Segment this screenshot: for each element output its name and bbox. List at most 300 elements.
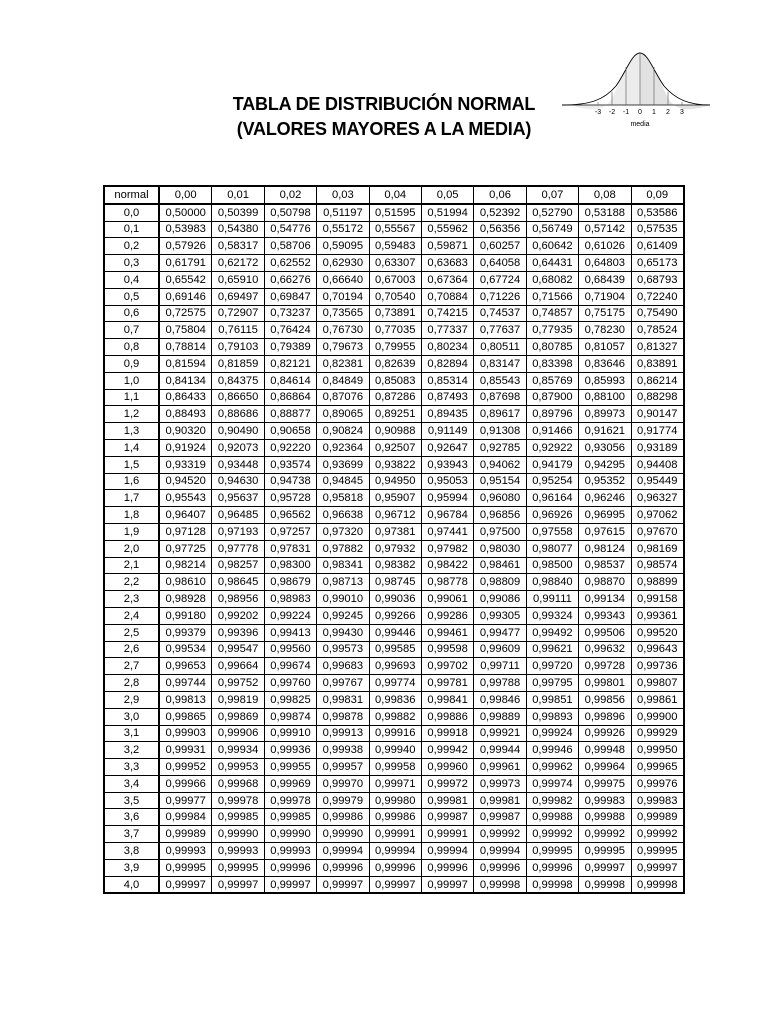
row-header-z: 3,1 <box>104 725 159 742</box>
table-cell: 0,66640 <box>317 271 369 288</box>
table-cell: 0,90490 <box>212 423 264 440</box>
table-row <box>104 876 684 893</box>
table-cell: 0,90988 <box>369 423 421 440</box>
table-cell: 0,99953 <box>212 759 264 776</box>
row-header-z: 0,8 <box>104 339 159 356</box>
row-header-z: 0,3 <box>104 255 159 272</box>
table-cell: 0,53586 <box>631 204 684 221</box>
table-cell: 0,87076 <box>317 389 369 406</box>
table-cell: 0,99492 <box>526 624 578 641</box>
table-cell: 0,97615 <box>579 523 631 540</box>
table-cell: 0,95637 <box>212 490 264 507</box>
table-cell: 0,99520 <box>631 624 684 641</box>
table-cell: 0,76730 <box>317 322 369 339</box>
table-cell: 0,99767 <box>317 675 369 692</box>
table-cell: 0,51595 <box>369 204 421 221</box>
table-cell: 0,99996 <box>317 859 369 876</box>
row-header-z: 1,4 <box>104 439 159 456</box>
table-cell: 0,92922 <box>526 439 578 456</box>
table-cell: 0,99180 <box>159 607 212 624</box>
row-header-z: 1,6 <box>104 473 159 490</box>
table-cell: 0,99989 <box>631 809 684 826</box>
table-cell: 0,99952 <box>159 759 212 776</box>
table-cell: 0,98257 <box>212 557 264 574</box>
table-cell: 0,51994 <box>421 204 473 221</box>
table-cell: 0,87493 <box>421 389 473 406</box>
table-row <box>104 725 684 742</box>
table-cell: 0,98870 <box>579 574 631 591</box>
table-cell: 0,85543 <box>474 372 526 389</box>
table-cell: 0,54380 <box>212 221 264 238</box>
table-cell: 0,81327 <box>631 339 684 356</box>
table-cell: 0,86433 <box>159 389 212 406</box>
table-cell: 0,97725 <box>159 540 212 557</box>
table-cell: 0,95449 <box>631 473 684 490</box>
table-cell: 0,96926 <box>526 507 578 524</box>
table-cell: 0,71566 <box>526 288 578 305</box>
table-cell: 0,88493 <box>159 406 212 423</box>
sd-lines <box>598 53 682 105</box>
table-cell: 0,99585 <box>369 641 421 658</box>
column-header: 0,07 <box>526 186 578 204</box>
table-cell: 0,99976 <box>631 775 684 792</box>
table-cell: 0,95907 <box>369 490 421 507</box>
table-cell: 0,57926 <box>159 238 212 255</box>
row-header-z: 1,9 <box>104 523 159 540</box>
table-cell: 0,86650 <box>212 389 264 406</box>
table-cell: 0,99964 <box>579 759 631 776</box>
table-cell: 0,99971 <box>369 775 421 792</box>
table-cell: 0,50000 <box>159 204 212 221</box>
row-header-z: 3,8 <box>104 843 159 860</box>
table-cell: 0,99994 <box>474 843 526 860</box>
table-cell: 0,92073 <box>212 439 264 456</box>
table-cell: 0,94295 <box>579 456 631 473</box>
table-cell: 0,93943 <box>421 456 473 473</box>
table-cell: 0,53983 <box>159 221 212 238</box>
table-cell: 0,99931 <box>159 742 212 759</box>
table-cell: 0,99950 <box>631 742 684 759</box>
table-cell: 0,99836 <box>369 691 421 708</box>
table-cell: 0,99960 <box>421 759 473 776</box>
table-cell: 0,93448 <box>212 456 264 473</box>
table-cell: 0,99996 <box>369 859 421 876</box>
table-cell: 0,98645 <box>212 574 264 591</box>
table-cell: 0,99086 <box>474 591 526 608</box>
page-title <box>200 92 568 142</box>
table-cell: 0,99343 <box>579 607 631 624</box>
table-cell: 0,99921 <box>474 725 526 742</box>
row-header-z: 4,0 <box>104 876 159 893</box>
table-cell: 0,79103 <box>212 339 264 356</box>
table-cell: 0,99997 <box>212 876 264 893</box>
table-body <box>104 204 684 894</box>
table-cell: 0,64431 <box>526 255 578 272</box>
table-cell: 0,71904 <box>579 288 631 305</box>
table-cell: 0,87286 <box>369 389 421 406</box>
table-cell: 0,99986 <box>369 809 421 826</box>
table-cell: 0,91149 <box>421 423 473 440</box>
table-cell: 0,99893 <box>526 708 578 725</box>
table-cell: 0,99869 <box>212 708 264 725</box>
table-cell: 0,99992 <box>474 826 526 843</box>
table-cell: 0,99981 <box>474 792 526 809</box>
table-cell: 0,93319 <box>159 456 212 473</box>
table-cell: 0,63307 <box>369 255 421 272</box>
table-cell: 0,99702 <box>421 658 473 675</box>
axis-tick-label: -3 <box>594 109 602 116</box>
table-cell: 0,99995 <box>579 843 631 860</box>
table-cell: 0,81057 <box>579 339 631 356</box>
table-cell: 0,99801 <box>579 675 631 692</box>
table-cell: 0,99958 <box>369 759 421 776</box>
table-cell: 0,98500 <box>526 557 578 574</box>
table-cell: 0,68439 <box>579 271 631 288</box>
table-cell: 0,94520 <box>159 473 212 490</box>
table-cell: 0,98030 <box>474 540 526 557</box>
table-cell: 0,98778 <box>421 574 473 591</box>
table-cell: 0,75175 <box>579 305 631 322</box>
table-row <box>104 288 684 305</box>
table-cell: 0,96784 <box>421 507 473 524</box>
table-cell: 0,98574 <box>631 557 684 574</box>
table-cell: 0,83398 <box>526 355 578 372</box>
table-cell: 0,99846 <box>474 691 526 708</box>
table-cell: 0,95154 <box>474 473 526 490</box>
table-cell: 0,65910 <box>212 271 264 288</box>
table-row <box>104 423 684 440</box>
table-cell: 0,96407 <box>159 507 212 524</box>
table-cell: 0,99977 <box>159 792 212 809</box>
table-cell: 0,99010 <box>317 591 369 608</box>
table-row <box>104 691 684 708</box>
row-header-z: 0,6 <box>104 305 159 322</box>
table-cell: 0,98809 <box>474 574 526 591</box>
table-cell: 0,50798 <box>264 204 316 221</box>
row-header-z: 3,4 <box>104 775 159 792</box>
table-cell: 0,99906 <box>212 725 264 742</box>
table-cell: 0,99653 <box>159 658 212 675</box>
table-cell: 0,67003 <box>369 271 421 288</box>
table-cell: 0,96485 <box>212 507 264 524</box>
table-cell: 0,62552 <box>264 255 316 272</box>
table-cell: 0,99913 <box>317 725 369 742</box>
row-header-z: 0,9 <box>104 355 159 372</box>
table-cell: 0,98983 <box>264 591 316 608</box>
table-cell: 0,99980 <box>369 792 421 809</box>
table-cell: 0,73237 <box>264 305 316 322</box>
table-row <box>104 742 684 759</box>
table-cell: 0,99621 <box>526 641 578 658</box>
table-row <box>104 490 684 507</box>
table-cell: 0,92507 <box>369 439 421 456</box>
table-cell: 0,99598 <box>421 641 473 658</box>
table-cell: 0,99305 <box>474 607 526 624</box>
table-cell: 0,99430 <box>317 624 369 641</box>
table-row <box>104 759 684 776</box>
table-row <box>104 339 684 356</box>
table-cell: 0,96638 <box>317 507 369 524</box>
table-cell: 0,97932 <box>369 540 421 557</box>
table-row <box>104 271 684 288</box>
table-cell: 0,90824 <box>317 423 369 440</box>
table-cell: 0,52790 <box>526 204 578 221</box>
table-cell: 0,99997 <box>317 876 369 893</box>
table-cell: 0,81859 <box>212 355 264 372</box>
table-cell: 0,99987 <box>421 809 473 826</box>
table-cell: 0,99991 <box>369 826 421 843</box>
row-header-z: 1,5 <box>104 456 159 473</box>
table-row <box>104 658 684 675</box>
table-row <box>104 826 684 843</box>
table-cell: 0,99632 <box>579 641 631 658</box>
table-row <box>104 255 684 272</box>
table-cell: 0,69847 <box>264 288 316 305</box>
column-header: 0,03 <box>317 186 369 204</box>
table-cell: 0,99795 <box>526 675 578 692</box>
table-cell: 0,99774 <box>369 675 421 692</box>
table-cell: 0,60257 <box>474 238 526 255</box>
table-cell: 0,96327 <box>631 490 684 507</box>
axis-tick-label: 3 <box>680 109 684 116</box>
table-cell: 0,80511 <box>474 339 526 356</box>
column-header: 0,04 <box>369 186 421 204</box>
table-cell: 0,99760 <box>264 675 316 692</box>
table-cell: 0,79673 <box>317 339 369 356</box>
axis-ticks <box>595 109 684 116</box>
row-header-z: 2,3 <box>104 591 159 608</box>
table-cell: 0,99903 <box>159 725 212 742</box>
table-cell: 0,99965 <box>631 759 684 776</box>
table-cell: 0,99992 <box>579 826 631 843</box>
table-cell: 0,73891 <box>369 305 421 322</box>
table-cell: 0,99461 <box>421 624 473 641</box>
table-cell: 0,99982 <box>526 792 578 809</box>
table-cell: 0,58706 <box>264 238 316 255</box>
table-cell: 0,99995 <box>631 843 684 860</box>
table-cell: 0,99973 <box>474 775 526 792</box>
table-cell: 0,55172 <box>317 221 369 238</box>
table-cell: 0,98422 <box>421 557 473 574</box>
title-line-2: (VALORES MAYORES A LA MEDIA) <box>236 119 532 139</box>
table-cell: 0,73565 <box>317 305 369 322</box>
table-cell: 0,86214 <box>631 372 684 389</box>
table-cell: 0,99929 <box>631 725 684 742</box>
table-cell: 0,86864 <box>264 389 316 406</box>
table-cell: 0,99693 <box>369 658 421 675</box>
table-cell: 0,55567 <box>369 221 421 238</box>
table-cell: 0,57142 <box>579 221 631 238</box>
table-cell: 0,99918 <box>421 725 473 742</box>
table-cell: 0,99989 <box>159 826 212 843</box>
table-cell: 0,99851 <box>526 691 578 708</box>
table-cell: 0,99992 <box>631 826 684 843</box>
table-cell: 0,99957 <box>317 759 369 776</box>
row-header-z: 3,2 <box>104 742 159 759</box>
table-cell: 0,97778 <box>212 540 264 557</box>
table-cell: 0,99266 <box>369 607 421 624</box>
table-cell: 0,99948 <box>579 742 631 759</box>
table-cell: 0,99874 <box>264 708 316 725</box>
table-cell: 0,99970 <box>317 775 369 792</box>
table-cell: 0,99938 <box>317 742 369 759</box>
table-row <box>104 775 684 792</box>
table-row <box>104 372 684 389</box>
row-header-z: 1,8 <box>104 507 159 524</box>
table-cell: 0,92364 <box>317 439 369 456</box>
table-cell: 0,85314 <box>421 372 473 389</box>
table-cell: 0,97441 <box>421 523 473 540</box>
row-header-z: 0,2 <box>104 238 159 255</box>
table-cell: 0,82639 <box>369 355 421 372</box>
table-header-row <box>104 186 684 204</box>
table-cell: 0,91466 <box>526 423 578 440</box>
table-cell: 0,89435 <box>421 406 473 423</box>
table-cell: 0,97193 <box>212 523 264 540</box>
row-header-z: 3,9 <box>104 859 159 876</box>
table-row <box>104 675 684 692</box>
table-row <box>104 406 684 423</box>
table-cell: 0,95352 <box>579 473 631 490</box>
table-cell: 0,99446 <box>369 624 421 641</box>
table-cell: 0,89973 <box>579 406 631 423</box>
table-cell: 0,99946 <box>526 742 578 759</box>
table-row <box>104 591 684 608</box>
table-cell: 0,78524 <box>631 322 684 339</box>
table-cell: 0,99968 <box>212 775 264 792</box>
table-cell: 0,64803 <box>579 255 631 272</box>
table-cell: 0,98899 <box>631 574 684 591</box>
table-cell: 0,97831 <box>264 540 316 557</box>
table-cell: 0,99882 <box>369 708 421 725</box>
table-cell: 0,99934 <box>212 742 264 759</box>
column-header: 0,09 <box>631 186 684 204</box>
table-cell: 0,99865 <box>159 708 212 725</box>
table-cell: 0,89617 <box>474 406 526 423</box>
table-cell: 0,82121 <box>264 355 316 372</box>
table-row <box>104 473 684 490</box>
table-cell: 0,99990 <box>317 826 369 843</box>
table-cell: 0,91924 <box>159 439 212 456</box>
table-cell: 0,66276 <box>264 271 316 288</box>
table-cell: 0,99683 <box>317 658 369 675</box>
table-cell: 0,99324 <box>526 607 578 624</box>
table-cell: 0,87900 <box>526 389 578 406</box>
table-cell: 0,99990 <box>212 826 264 843</box>
table-cell: 0,98124 <box>579 540 631 557</box>
table-cell: 0,99379 <box>159 624 212 641</box>
table-cell: 0,99781 <box>421 675 473 692</box>
table-row <box>104 607 684 624</box>
row-header-z: 3,3 <box>104 759 159 776</box>
table-cell: 0,98382 <box>369 557 421 574</box>
table-cell: 0,99926 <box>579 725 631 742</box>
table-cell: 0,70194 <box>317 288 369 305</box>
row-header-z: 1,3 <box>104 423 159 440</box>
table-cell: 0,98537 <box>579 557 631 574</box>
table-cell: 0,99997 <box>159 876 212 893</box>
table-cell: 0,78814 <box>159 339 212 356</box>
table-cell: 0,76424 <box>264 322 316 339</box>
row-header-z: 2,6 <box>104 641 159 658</box>
table-cell: 0,89065 <box>317 406 369 423</box>
table-cell: 0,94630 <box>212 473 264 490</box>
table-cell: 0,89796 <box>526 406 578 423</box>
table-cell: 0,61791 <box>159 255 212 272</box>
table-cell: 0,99998 <box>579 876 631 893</box>
table-cell: 0,94408 <box>631 456 684 473</box>
table-row <box>104 456 684 473</box>
table-cell: 0,99978 <box>264 792 316 809</box>
table-cell: 0,99560 <box>264 641 316 658</box>
row-header-z: 0,1 <box>104 221 159 238</box>
row-header-z: 3,6 <box>104 809 159 826</box>
row-header-z: 1,0 <box>104 372 159 389</box>
table-cell: 0,99720 <box>526 658 578 675</box>
table-cell: 0,88100 <box>579 389 631 406</box>
table-cell: 0,62930 <box>317 255 369 272</box>
column-header: 0,06 <box>474 186 526 204</box>
table-cell: 0,98610 <box>159 574 212 591</box>
table-cell: 0,99992 <box>526 826 578 843</box>
table-cell: 0,99996 <box>264 859 316 876</box>
table-cell: 0,99506 <box>579 624 631 641</box>
table-cell: 0,99998 <box>474 876 526 893</box>
table-row <box>104 221 684 238</box>
table-cell: 0,99981 <box>421 792 473 809</box>
table-row <box>104 439 684 456</box>
table-cell: 0,96712 <box>369 507 421 524</box>
table-cell: 0,99994 <box>421 843 473 860</box>
table-cell: 0,99986 <box>317 809 369 826</box>
table-cell: 0,96562 <box>264 507 316 524</box>
table-cell: 0,99831 <box>317 691 369 708</box>
table-cell: 0,94950 <box>369 473 421 490</box>
table-cell: 0,91621 <box>579 423 631 440</box>
table-cell: 0,84375 <box>212 372 264 389</box>
table-cell: 0,99972 <box>421 775 473 792</box>
table-cell: 0,99985 <box>212 809 264 826</box>
table-cell: 0,76115 <box>212 322 264 339</box>
table-cell: 0,99983 <box>579 792 631 809</box>
table-cell: 0,78230 <box>579 322 631 339</box>
table-cell: 0,99997 <box>264 876 316 893</box>
table-cell: 0,99993 <box>212 843 264 860</box>
table-cell: 0,56356 <box>474 221 526 238</box>
table-row <box>104 540 684 557</box>
table-row <box>104 523 684 540</box>
table-cell: 0,74857 <box>526 305 578 322</box>
table-cell: 0,99224 <box>264 607 316 624</box>
table-cell: 0,97500 <box>474 523 526 540</box>
table-cell: 0,90147 <box>631 406 684 423</box>
table-cell: 0,99955 <box>264 759 316 776</box>
table-cell: 0,99134 <box>579 591 631 608</box>
column-header: 0,05 <box>421 186 473 204</box>
table-cell: 0,99910 <box>264 725 316 742</box>
table-cell: 0,70884 <box>421 288 473 305</box>
table-cell: 0,91308 <box>474 423 526 440</box>
row-header-z: 2,1 <box>104 557 159 574</box>
table-cell: 0,75490 <box>631 305 684 322</box>
row-header-z: 0,0 <box>104 204 159 221</box>
table-cell: 0,99886 <box>421 708 473 725</box>
table-cell: 0,99396 <box>212 624 264 641</box>
table-cell: 0,99942 <box>421 742 473 759</box>
table-cell: 0,99202 <box>212 607 264 624</box>
table-cell: 0,99245 <box>317 607 369 624</box>
table-cell: 0,99534 <box>159 641 212 658</box>
